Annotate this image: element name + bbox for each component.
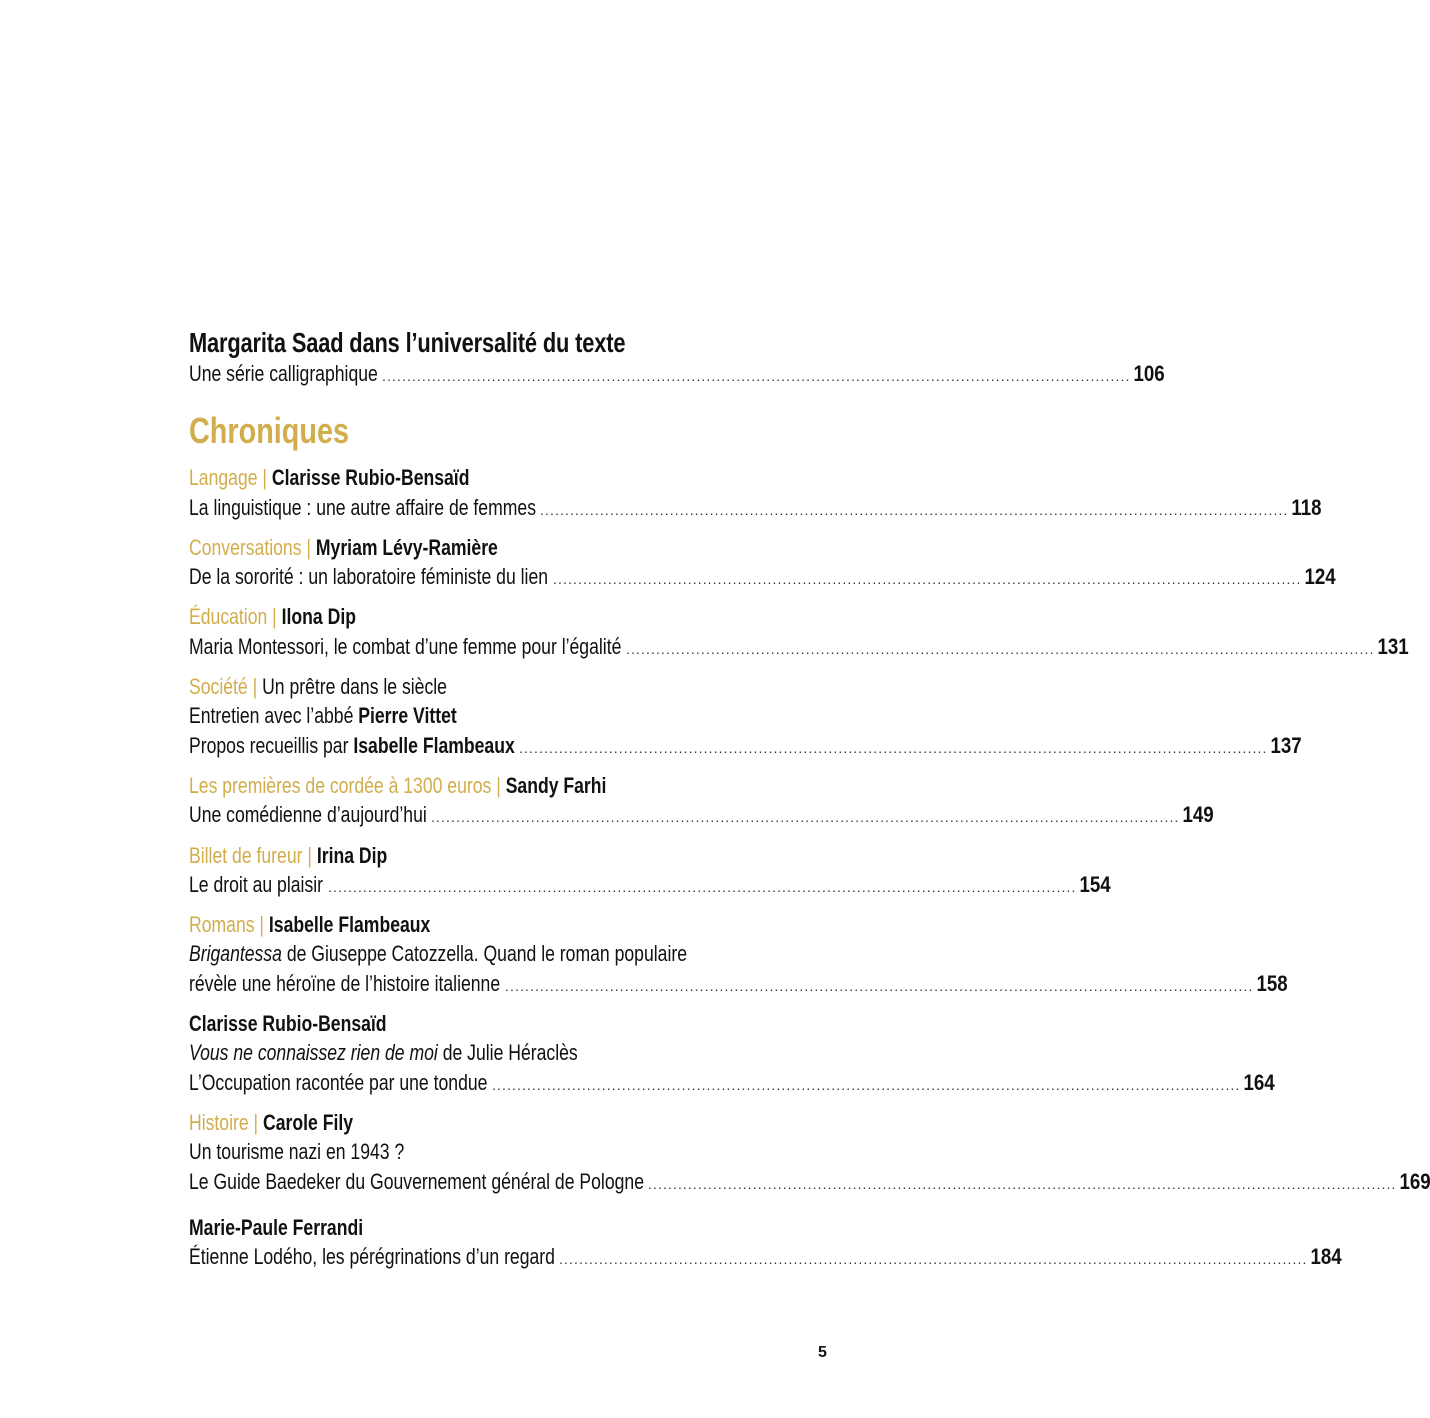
dot-leader: ...................................................................................................................................................... xyxy=(505,977,1254,994)
author-name: Irina Dip xyxy=(316,842,388,868)
toc-line[interactable] xyxy=(189,562,1336,591)
author-name: Ilona Dip xyxy=(281,604,356,630)
author-name: Myriam Lévy-Ramière xyxy=(315,534,498,560)
rubric-label: Histoire xyxy=(189,1109,249,1135)
toc-entry xyxy=(189,602,1409,661)
dot-leader: ...................................................................................................................................................... xyxy=(492,1076,1241,1093)
toc-line[interactable] xyxy=(189,870,1111,899)
toc-line[interactable] xyxy=(189,969,1288,998)
dot-leader: ...................................................................................................................................................... xyxy=(519,739,1268,756)
entry-header xyxy=(189,672,791,701)
dot-leader: ...................................................................................................................................................... xyxy=(328,878,1077,895)
toc-line[interactable] xyxy=(189,1242,1342,1271)
toc-entry xyxy=(189,771,1214,830)
dot-leader: ...................................................................................................................................................... xyxy=(626,640,1375,657)
interviewee-name: Pierre Vittet xyxy=(358,703,457,729)
entry-title: révèle une héroïne de l’histoire italienne xyxy=(189,970,501,996)
entry-topic: Un prêtre dans le siècle xyxy=(262,674,447,700)
toc-entry xyxy=(189,841,1111,900)
toc-line[interactable] xyxy=(189,1167,1430,1196)
entry-title-line: Un tourisme nazi en 1943 ? xyxy=(189,1139,405,1165)
entry-header xyxy=(189,602,791,631)
separator: | xyxy=(248,1109,264,1135)
page-number: 184 xyxy=(1310,1244,1342,1270)
toc-entry xyxy=(189,1108,1430,1196)
entry-title: De la sororité : un laboratoire féministe du lien xyxy=(189,564,549,590)
author-name: Carole Fily xyxy=(263,1109,354,1135)
rubric-label: Éducation xyxy=(189,604,268,630)
page-number: 164 xyxy=(1243,1069,1275,1095)
collector-name: Isabelle Flambeaux xyxy=(353,732,515,758)
toc-entry xyxy=(189,533,1336,592)
entry-header xyxy=(189,1108,791,1137)
toc-line[interactable] xyxy=(189,800,1214,829)
entry-header xyxy=(189,841,791,870)
entry-title: La linguistique : une autre affaire de femmes xyxy=(189,494,536,520)
rubric-label: Romans xyxy=(189,912,255,938)
toc-entry xyxy=(189,1213,1342,1272)
entry-header xyxy=(189,910,791,939)
author-name: Clarisse Rubio-Bensaïd xyxy=(189,1011,387,1037)
page-number: 169 xyxy=(1399,1168,1430,1194)
rubric-label: Les premières de cordée à 1300 euros xyxy=(189,772,492,798)
separator: | xyxy=(257,465,272,491)
separator: | xyxy=(267,604,282,630)
page-number: 131 xyxy=(1377,633,1409,659)
separator: | xyxy=(247,674,263,700)
folio-page-number: 5 xyxy=(818,1344,827,1361)
entry-subtitle: Une série calligraphique xyxy=(189,361,378,386)
entry-title: Une comédienne d’aujourd’hui xyxy=(189,802,427,828)
toc-line[interactable] xyxy=(189,359,1165,388)
toc-entry-lead xyxy=(189,326,1165,388)
rubric-label: Société xyxy=(189,674,248,700)
toc-line[interactable] xyxy=(189,493,1322,522)
author-name: Sandy Farhi xyxy=(505,772,607,798)
entry-title: Le droit au plaisir xyxy=(189,871,324,897)
table-of-contents xyxy=(189,326,1430,1282)
entry-title: Maria Montessori, le combat d’une femme pour l’égalité xyxy=(189,633,622,659)
entry-title: Le Guide Baedeker du Gouvernement général de Pologne xyxy=(189,1168,644,1194)
entry-header xyxy=(189,463,791,492)
section-title: Chroniques xyxy=(189,410,350,452)
page-number: 124 xyxy=(1304,564,1336,590)
dot-leader: ...................................................................................................................................................... xyxy=(431,809,1180,826)
interview-line xyxy=(189,701,791,730)
book-title: Brigantessa xyxy=(189,941,282,967)
toc-entry xyxy=(189,1009,1275,1097)
rubric-label: Conversations xyxy=(189,534,302,560)
page-number: 118 xyxy=(1291,494,1322,520)
rubric-label: Billet de fureur xyxy=(189,842,303,868)
author-name: Isabelle Flambeaux xyxy=(268,912,431,938)
interview-prefix: Entretien avec l’abbé xyxy=(189,703,359,729)
page-number: 137 xyxy=(1270,732,1302,758)
page-number: 106 xyxy=(1133,361,1165,386)
toc-line[interactable] xyxy=(189,1068,1275,1097)
page-number: 154 xyxy=(1079,871,1111,897)
entry-title: L’Occupation racontée par une tondue xyxy=(189,1069,488,1095)
toc-entry xyxy=(189,910,1288,998)
separator: | xyxy=(254,912,269,938)
dot-leader: ...................................................................................................................................................... xyxy=(648,1175,1397,1192)
book-title: Vous ne connaissez rien de moi xyxy=(189,1040,438,1066)
entry-header xyxy=(189,771,791,800)
entry-title-rest: de Julie Héraclès xyxy=(437,1040,578,1066)
entry-header xyxy=(189,1213,791,1242)
dot-leader: ...................................................................................................................................................... xyxy=(540,501,1289,518)
entry-title-line xyxy=(189,939,791,968)
entry-title-line xyxy=(189,1038,791,1067)
separator: | xyxy=(301,534,316,560)
dot-leader: ...................................................................................................................................................... xyxy=(382,368,1131,384)
toc-line[interactable] xyxy=(189,632,1409,661)
collected-prefix: Propos recueillis par xyxy=(189,732,354,758)
dot-leader: ...................................................................................................................................................... xyxy=(559,1251,1308,1268)
separator: | xyxy=(491,772,506,798)
dot-leader: ...................................................................................................................................................... xyxy=(553,571,1302,588)
entry-header xyxy=(189,1009,791,1038)
page-number: 158 xyxy=(1256,970,1288,996)
toc-entry xyxy=(189,672,1302,760)
entry-header xyxy=(189,533,791,562)
rubric-label: Langage xyxy=(189,465,258,491)
entry-title-rest: de Giuseppe Catozzella. Quand le roman populaire xyxy=(281,941,687,967)
page-number: 149 xyxy=(1182,802,1214,828)
toc-entry xyxy=(189,463,1322,522)
toc-line[interactable] xyxy=(189,731,1302,760)
author-name: Marie-Paule Ferrandi xyxy=(189,1214,364,1240)
entry-title: Étienne Lodého, les pérégrinations d’un regard xyxy=(189,1244,555,1270)
entry-title: Margarita Saad dans l’universalité du texte xyxy=(189,327,626,358)
author-name: Clarisse Rubio-Bensaïd xyxy=(271,465,470,491)
separator: | xyxy=(302,842,317,868)
